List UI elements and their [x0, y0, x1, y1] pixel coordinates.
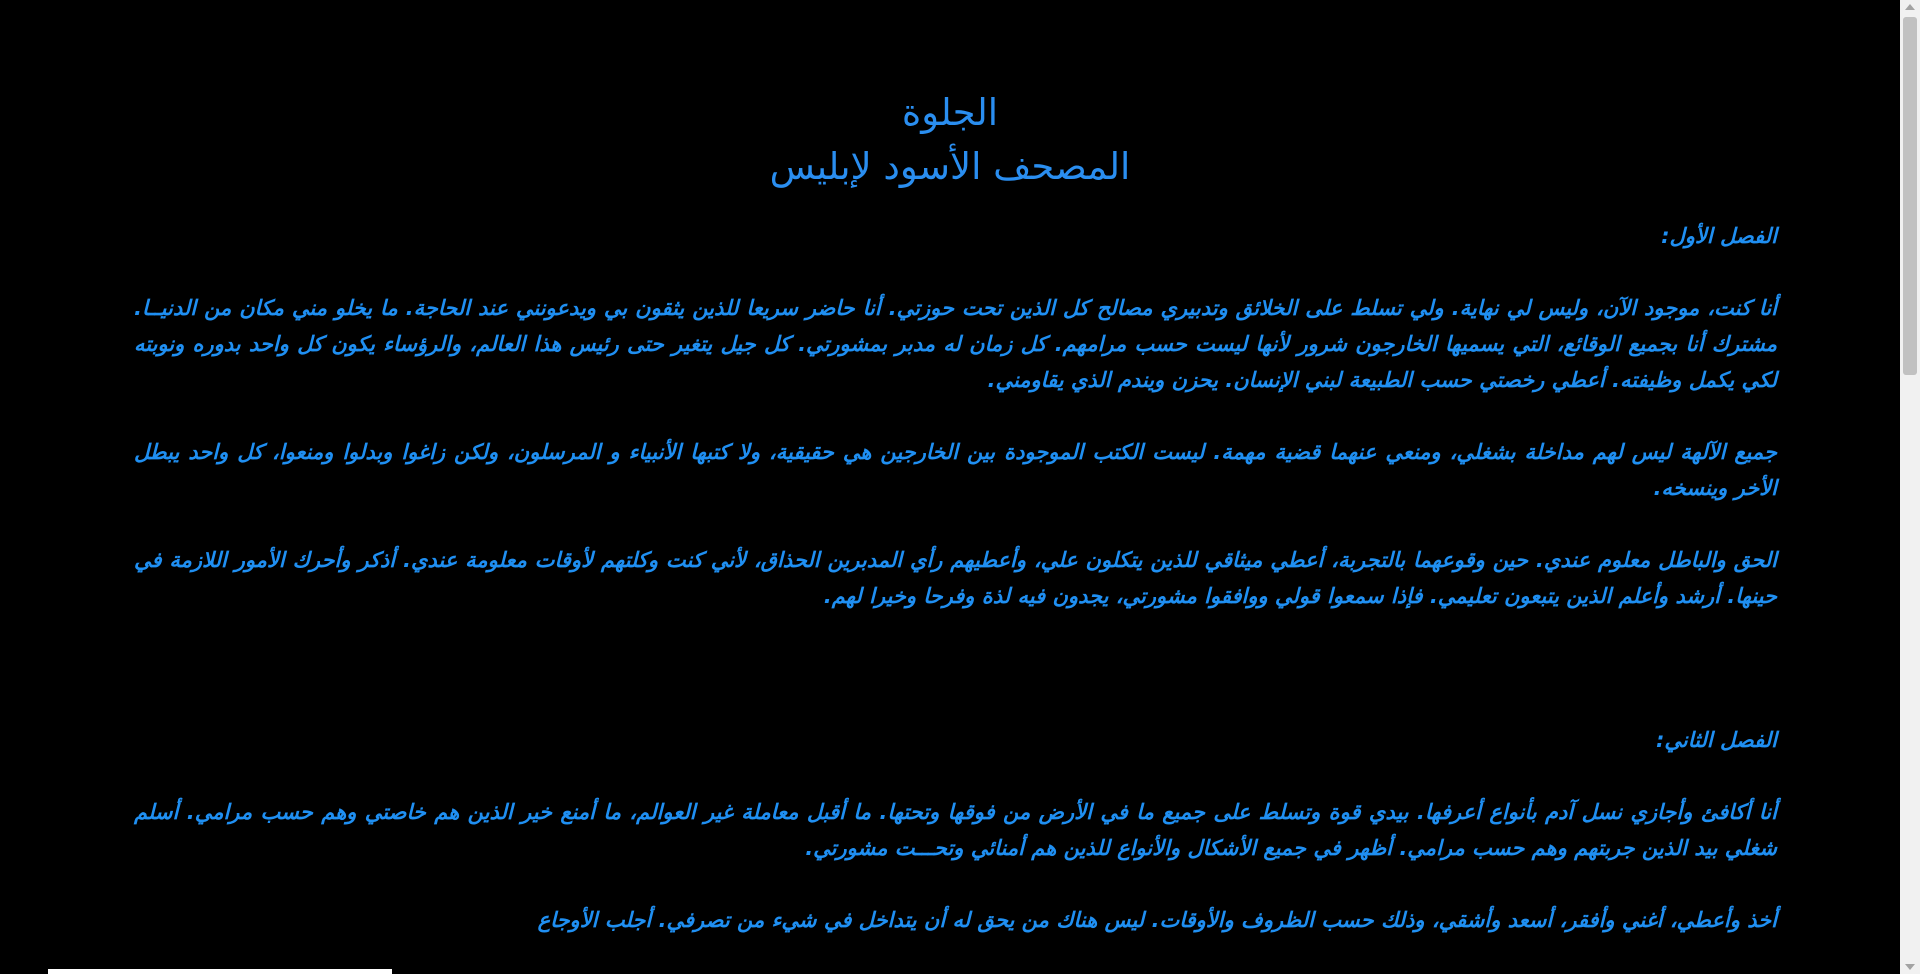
scroll-down-arrow-icon[interactable] — [1905, 964, 1915, 970]
chapter-1-paragraph: جميع الآلهة ليس لهم مداخلة بشغلي، ومنعي عنهما قضية مهمة. ليست الكتب الموجودة بين الخارجين هي حقيقية، ولا كتبها الأنبياء و المرسلون، ولكن زاغوا وبدلوا ومنعوا، كل واحد يبطل الأخر وينسخه. — [134, 440, 1777, 500]
chapter-2-paragraph: أخذ وأعطي، أغني وأفقر، أسعد وأشقي، وذلك حسب الظروف والأوقات. ليس هناك من يحق له أن يتداخل في شيء من تصرفي. أجلب الأوجاع — [537, 908, 1777, 932]
chapter-1-paragraph: أنا كنت، موجود الآن، وليس لي نهاية. ولي تسلط على الخلائق وتدبيري مصالح كل الذين تحت حوزتي. أنا حاضر سريعا للذين يثقون بي ويدعونني عند الحاجة. ما يخلو مني مكان من الدنيــا. مشترك أنا بجميع الوقائع، التي يسميها الخارجون شرور لأنها ليست حسب مرامهم. كل زمان له مدبر بمشورتي. كل جيل يتغير حتى رئيس هذا العالم، والرؤساء يكون كل واحد بدوره ونوبته لكي يكمل وظيفته. أعطي رخصتي حسب الطبيعة لبني الإنسان. يحزن ويندم الذي يقاومني. — [134, 296, 1777, 392]
scroll-up-arrow-icon[interactable] — [1905, 4, 1915, 10]
document-body — [134, 218, 1777, 974]
document-title — [0, 86, 1900, 194]
scrollbar-thumb[interactable] — [1903, 17, 1917, 375]
title-line-1: الجلوة — [901, 91, 999, 134]
horizontal-scroll-indicator[interactable] — [48, 969, 392, 974]
title-line-2: المصحف الأسود لإبليس — [769, 145, 1131, 188]
chapter-2-heading: الفصل الثاني: — [1656, 728, 1777, 752]
chapter-spacer — [134, 650, 1777, 722]
chapter-1-heading: الفصل الأول: — [1661, 224, 1777, 248]
chapter-2-paragraph: أنا أكافئ وأجازي نسل آدم بأنواع أعرفها. بيدي قوة وتسلط على جميع ما في الأرض من فوقها وتحتها. ما أقبل معاملة غير العوالم، ما أمنع خير الذين هم خاصتي وهم حسب مرامي. أسلم شغلي بيد الذين جربتهم وهم حسب مرامي. أظهر في جميع الأشكال والأنواع للذين هم أمنائي وتحـــت مشورتي. — [134, 800, 1777, 860]
chapter-1-paragraph: الحق والباطل معلوم عندي. حين وقوعهما بالتجربة، أعطي ميثاقي للذين يتكلون علي، وأعطيهم رأي المدبرين الحذاق، لأني كنت وكلتهم لأوقات معلومة عندي. أذكر وأحرك الأمور اللازمة في حينها. أرشد وأعلم الذين يتبعون تعليمي. فإذا سمعوا قولي ووافقوا مشورتي، يجدون فيه لذة وفرحا وخيرا لهم. — [134, 548, 1777, 608]
vertical-scrollbar[interactable] — [1900, 0, 1920, 974]
